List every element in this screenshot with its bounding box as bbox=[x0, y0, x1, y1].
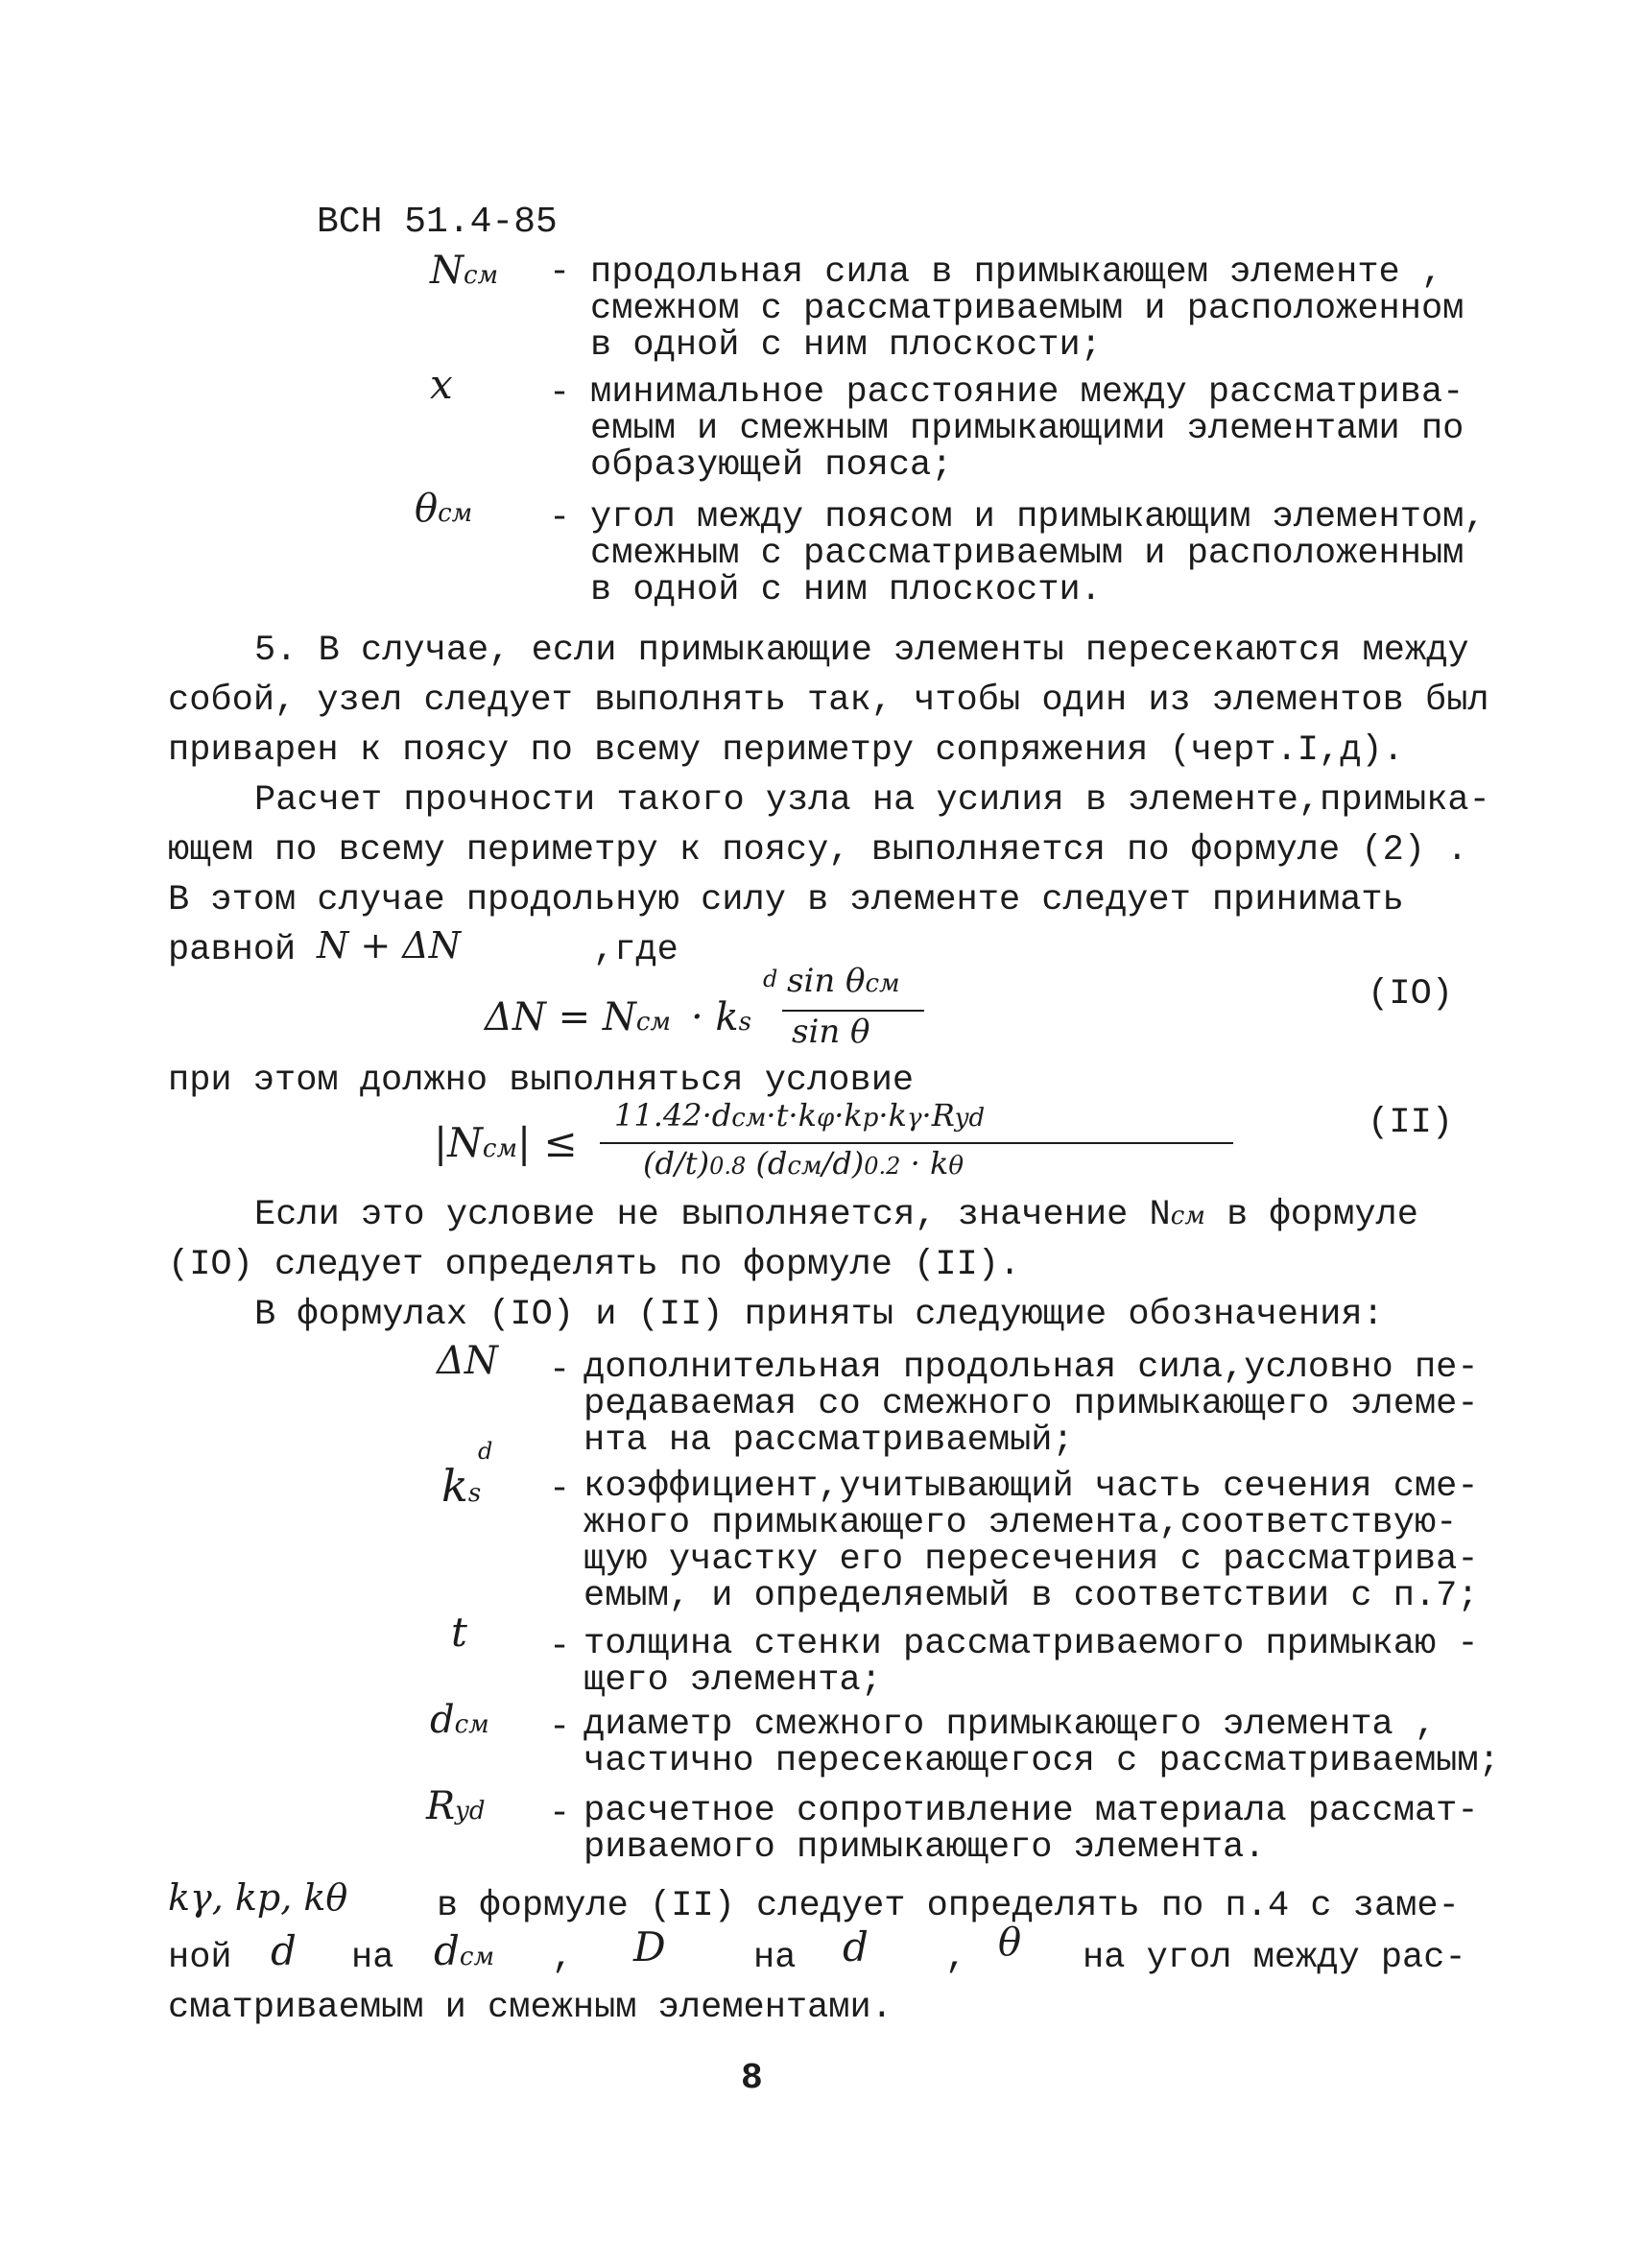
definition-dash: - bbox=[549, 252, 571, 293]
text-line: Если это условие не выполняется, значение Nсм в формуле bbox=[254, 1195, 1418, 1235]
definition-dash: - bbox=[549, 373, 571, 414]
definition-dash: - bbox=[549, 1794, 571, 1834]
symbol-x: x bbox=[430, 361, 453, 408]
equation-number: (IO) bbox=[1368, 974, 1453, 1015]
formula-lhs: ΔN = Nсм bbox=[485, 995, 671, 1039]
text-line: 5. В случае, если примыкающие элементы пересекаются между bbox=[254, 631, 1469, 671]
definition-dash: - bbox=[549, 1707, 571, 1748]
symbol-k-s-d: ks bbox=[441, 1460, 482, 1512]
text-line: , bbox=[552, 1938, 574, 1978]
handwritten-symbols: kγ, kp, kθ bbox=[168, 1876, 348, 1919]
definition-text: угол между поясом и примыкающим элементом, смежным с рассматриваемым и расположенным в одной с ним плоскости. bbox=[590, 497, 1486, 610]
text-line: в формуле (II) следует определять по п.4 с заме- bbox=[437, 1886, 1460, 1926]
page-number: 8 bbox=[741, 2058, 763, 2099]
definition-text: расчетное сопротивление материала рассмат- риваемого примыкающего элемента. bbox=[583, 1791, 1479, 1868]
symbol-r-yd: Ryd bbox=[426, 1784, 486, 1828]
handwritten-d: d bbox=[843, 1923, 869, 1970]
text-line: на bbox=[753, 1938, 797, 1978]
definition-dash: - bbox=[549, 1350, 571, 1391]
text-line: собой, узел следует выполнять так, чтобы один из элементов был bbox=[168, 680, 1489, 721]
definition-text: диаметр смежного примыкающего элемента , частично пересекающегося с рассматриваемым; bbox=[583, 1705, 1500, 1781]
text-line: приварен к поясу по всему периметру сопряжения (черт.I,д). bbox=[168, 730, 1404, 771]
definition-dash: - bbox=[549, 498, 571, 538]
fraction-bar bbox=[600, 1142, 1233, 1144]
equation-number: (II) bbox=[1368, 1103, 1453, 1143]
definition-text: коэффициент,учитывающий часть сечения сме- жного примыкающего элемента,соответствую- щую участку его пересечения с рассматрива- емым, и определяемый в соответствии с п.7; bbox=[583, 1467, 1479, 1616]
text-line: , bbox=[945, 1938, 967, 1978]
symbol-n-sm: Nсм bbox=[430, 249, 499, 293]
symbol-sup: d bbox=[478, 1438, 493, 1465]
handwritten-d: d bbox=[271, 1927, 297, 1974]
text-line: (IO) следует определять по формуле (II). bbox=[168, 1245, 1021, 1285]
handwritten-d-sm: dсм bbox=[434, 1927, 495, 1974]
text-line: В этом случае продольную силу в элементе следует принимать bbox=[168, 880, 1404, 920]
text-line: В формулах (IO) и (II) приняты следующие обозначения: bbox=[254, 1295, 1384, 1335]
text-line: при этом должно выполняться условие bbox=[168, 1061, 915, 1101]
text-line: на bbox=[351, 1938, 394, 1978]
symbol-t: t bbox=[451, 1609, 467, 1656]
formula-denominator: (d/t)0.8 (dсм/d)0.2 · kθ bbox=[643, 1145, 964, 1182]
definition-text: продольная сила в примыкающем элементе , смежном с рассматриваемым и расположенном в одной с ним плоскости; bbox=[590, 252, 1464, 366]
definition-text: толщина стенки рассматриваемого примыкаю - щего элемента; bbox=[583, 1624, 1479, 1701]
text-line: ющем по всему периметру к поясу, выполняется по формуле (2) . bbox=[168, 830, 1468, 871]
text-line: на угол между рас- bbox=[1083, 1938, 1466, 1978]
formula-numerator: sin θсм bbox=[787, 962, 900, 1000]
handwritten-theta: θ bbox=[998, 1921, 1022, 1965]
formula-k: · ks bbox=[691, 995, 752, 1039]
text-line: Расчет прочности такого узла на усилия в элементе,примыка- bbox=[254, 780, 1490, 821]
document-code: ВСН 51.4-85 bbox=[317, 202, 558, 243]
formula-lhs: |Nсм| ≤ bbox=[434, 1119, 578, 1166]
formula-denominator: sin θ bbox=[792, 1013, 870, 1051]
definition-text: дополнительная продольная сила,условно пе- редаваемая со смежного примыкающего элеме- нта на рассматриваемый; bbox=[583, 1348, 1479, 1461]
definition-dash: - bbox=[549, 1627, 571, 1667]
text-line: ной bbox=[168, 1938, 232, 1978]
handwritten-expression: N + ΔN bbox=[317, 924, 461, 967]
symbol-theta-sm: θсм bbox=[415, 487, 473, 531]
formula-k-sup: d bbox=[763, 966, 778, 992]
definition-text: минимальное расстояние между рассматрива- емым и смежным примыкающими элементами по образующей пояса; bbox=[590, 372, 1464, 486]
fraction-bar bbox=[782, 1010, 924, 1012]
formula-numerator: 11.42·dсм·t·kφ·kp·kγ·Ryd bbox=[614, 1097, 986, 1134]
symbol-delta-n: ΔN bbox=[437, 1339, 498, 1383]
handwritten-d-capital: D bbox=[633, 1923, 666, 1970]
definition-dash: - bbox=[549, 1469, 571, 1510]
text-line: равной bbox=[168, 930, 297, 970]
text-line: ,где bbox=[593, 930, 679, 970]
text-line: сматриваемым и смежным элементами. bbox=[168, 1988, 893, 2028]
symbol-d-sm: dсм bbox=[430, 1698, 489, 1742]
